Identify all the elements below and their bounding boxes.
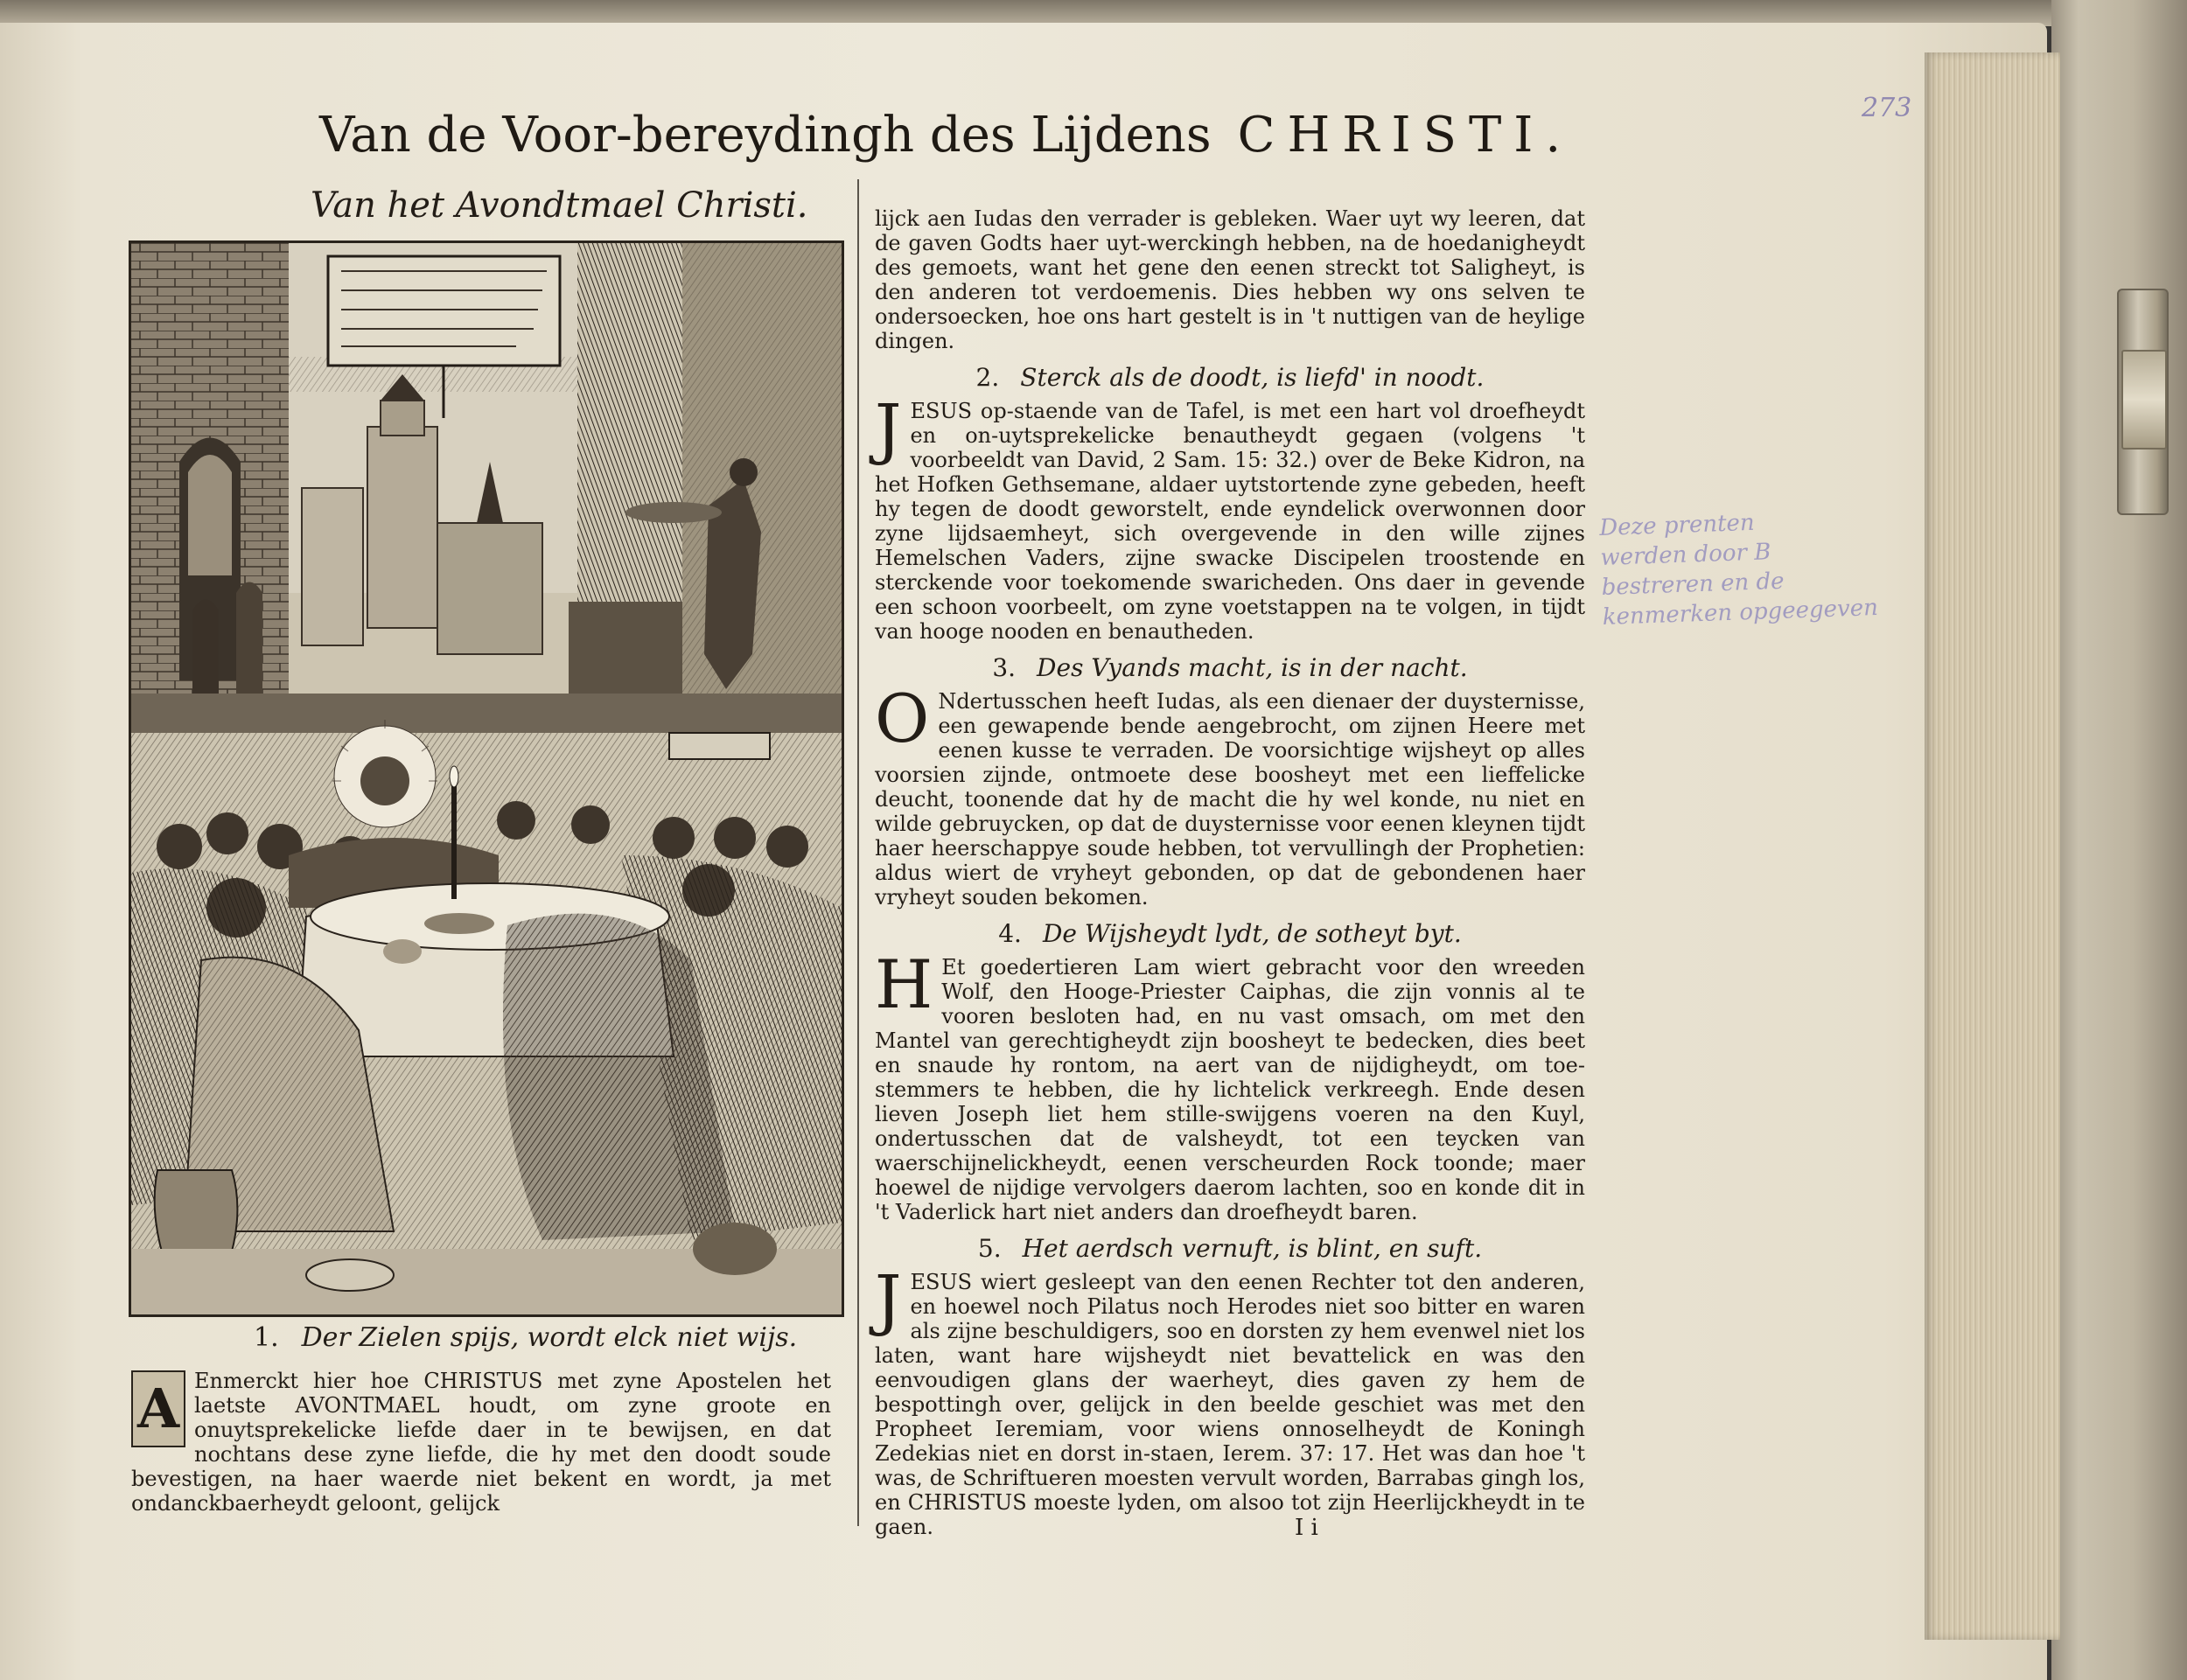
left-column-text [131, 1369, 831, 1516]
section-number: 2. [975, 363, 1000, 392]
plate-caption-text: Der Zielen spijs, wordt elck niet wijs. [301, 1322, 798, 1353]
dropcap: H [875, 945, 933, 1023]
section-text: Et goedertieren Lam wiert gebracht voor den wreeden Wolf, den Hooge-Priester Caiphas, die zijn vonnis al te vooren besloten had, en nu vast omsach, om met den Mantel van gerechtigheydt zijn boosheyt te bedecken, dies beet en snaude hy rontom, na aert van de nijdigheydt, om toe-stemmers te hebben, die hy lichtelick verkreegh. Ende desen lieven Joseph liet hem stille-swijgens voeren na den Kuyl, ondertusschen dat de valsheydt, tot een teycken van waerschijnelickheydt, eenen verscheurden Rock toonde; maer hoewel de nijdige vervolgers daerom lachten, soo en konde dit in 't Vaderlick hart niet anders dan droefheydt baren. [875, 955, 1585, 1224]
folio-pencil-number: 273 [1862, 93, 1912, 123]
running-head [319, 107, 1574, 164]
intro-paragraph: lijck aen Iudas den verrader is gebleken. Waer uyt wy leeren, dat de gaven Godts haer uyt-werckingh hebben, na de hoedanigheydt des gemoets, want het gene den eenen streckt tot Saligheyt, is den anderen tot verdoemenis. Dies hebben wy ons selven te ondersoecken, hoe ons hart gestelt is in 't nuttigen van de heylige dingen. [875, 206, 1585, 353]
running-head-text: Van de Voor-bereydingh des Lijdens [319, 107, 1212, 164]
dropcap: J [875, 1260, 902, 1338]
engraving-image [131, 243, 842, 1314]
section-number: 3. [992, 653, 1017, 682]
section-title: Des Vyands macht, is in der nacht. [1037, 653, 1468, 682]
plate-caption-number: 1. [254, 1322, 279, 1353]
section-title: De Wijsheydt lydt, de sotheyt byt. [1042, 919, 1462, 948]
left-column-paragraph: Enmerckt hier hoe CHRISTUS met zyne Apostelen het laetste AVONTMAEL houdt, om zyne groote en onuytsprekelicke liefde daer in te bewijsen, en dat nochtans dese zyne liefde, die hy met den doodt soude bevestigen, na haer waerde niet bekent en wordt, ja met ondanckbaerheydt geloont, gelijck [131, 1369, 831, 1516]
section-text: Ndertusschen heeft Iudas, als een dienaer der duysternisse, een gewapende bende aengebrocht, om zijnen Heere met eenen kusse te verraden. De voorsichtige wijsheyt op alles voorsien zijnde, ontmoete dese boosheyt met een lieffelicke deucht, toonende dat hy de macht die hy wel konde, nu niet en wilde gebruycken, op dat de duysternisse voor eenen kleynen tijdt haer heerschappye soude hebben, tot vervullingh der Prophetien: aldus wiert de vryheyt gebonden, op dat de gebondenen haer vryheyt souden bekomen. [875, 689, 1585, 910]
section-text: ESUS op-staende van de Tafel, is met een hart vol droefheydt en on-uytsprekelicke benautheydt gegaen (volgens 't voorbeeldt van David, 2 Sam. 15: 32.) over de Beke Kidron, na het Hofken Gethsemane, aldaer uytstortende zyne gebeden, heeft hy tegen de doodt geworstelt, ende eyndelick overwonnen door zyne lijdsaemheyt, sich overgevende in den wille zijnes Hemelschen Vaders, zijne swacke Discipelen troostende en sterckende voor toekomende swaricheden. Ons daer in gevende een schoon voorbeelt, om zyne voetstappen na te volgen, in tijdt van hooge nooden en benautheden. [875, 399, 1585, 644]
right-column-text [875, 206, 1585, 1539]
pencil-margin-note: Deze prenten werden door B bestreren en de kenmerken opgeegeven [1598, 509, 1879, 631]
section-heading [875, 919, 1585, 948]
section-paragraph [875, 389, 1585, 644]
section-title: Sterck als de doodt, is liefd' in noodt. [1020, 363, 1485, 392]
section-number: 5. [977, 1234, 1002, 1263]
signature-mark: I i [1295, 1515, 1318, 1541]
book-cover-right [2051, 0, 2187, 1680]
plate-title: Van het Avondtmael Christi. [311, 185, 808, 226]
section-text: ESUS wiert gesleept van den eenen Rechter tot den anderen, en hoewel noch Pilatus noch Herodes niet soo bitter en waren als zijne beschuldigers, soo en dorsten zy hem evenwel niet los laten, want hare wijsheydt niet bevattelick en was den eenvoudigen glans der waerheyt, dies gaven zy hem de bespottingh over, gelijck in den beelde geschiet was met den Propheet Ieremiam, voor wiens onnoselheydt de Koningh Zedekias niet en dorst in-staen, Ierem. 37: 17. Het was dan hoe 't was, de Schriftueren moesten vervult worden, Barrabas gingh los, en CHRISTUS moeste lyden, om alsoo tot zijn Heerlijckheydt in te gaen. [875, 1270, 1585, 1539]
section-heading [875, 363, 1585, 392]
section-paragraph [875, 1260, 1585, 1539]
section-title: Het aerdsch vernuft, is blint, en suft. [1022, 1234, 1483, 1263]
plate-caption [254, 1322, 797, 1353]
column-rule [857, 179, 859, 1526]
dropcap: O [875, 680, 930, 757]
clasp-plate [2121, 350, 2167, 450]
page-edges [1925, 52, 2060, 1640]
section-number: 4. [998, 919, 1022, 948]
dropcap: J [875, 389, 902, 467]
section-paragraph [875, 945, 1585, 1224]
section-paragraph [875, 680, 1585, 910]
section-heading [875, 653, 1585, 682]
engraving-last-supper [129, 240, 844, 1317]
section-heading [875, 1234, 1585, 1263]
ornamental-initial: A [131, 1370, 185, 1447]
running-head-caps: CHRISTI. [1237, 107, 1574, 164]
